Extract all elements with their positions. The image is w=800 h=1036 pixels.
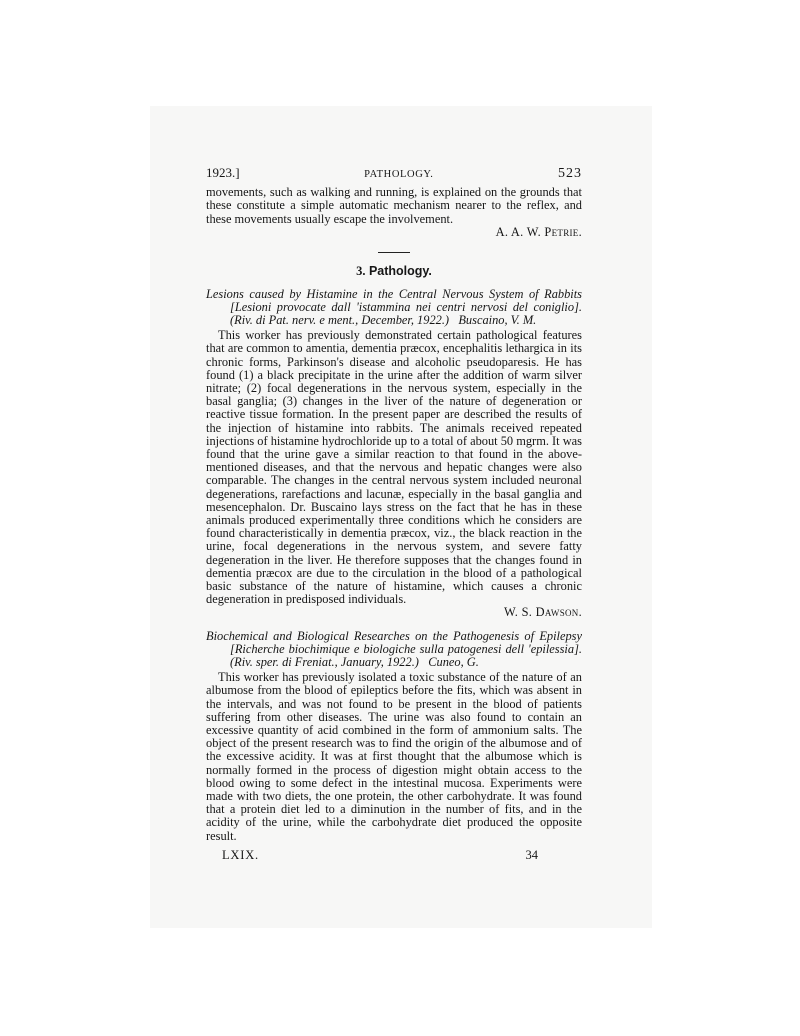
header-title: PATHOLOGY. (364, 169, 434, 180)
signature-dawson: W. S. Dawson. (503, 605, 582, 620)
article2-citation (206, 630, 582, 670)
signature-petrie: A. A. W. Petrie. (495, 224, 582, 239)
header-year: 1923.] (206, 165, 240, 180)
article1-author: Buscaino, V. M. (458, 312, 537, 327)
article2-original-title: [Richerche biochimique e biologiche sulla patogenesi dell 'epilessia]. (230, 641, 582, 656)
volume-signature: LXIX. (222, 847, 259, 862)
article1-source-line (206, 314, 582, 327)
article2-source: (Riv. sper. di Freniat., January, 1922.) (230, 655, 419, 669)
article2-title: Biochemical and Biological Researches on the Pathogenesis of Epilepsy (206, 628, 582, 643)
text-column (206, 166, 582, 862)
article1-body: This worker has previously demonstrated certain pathological features that are common to amentia, dementia præcox, encephalitis lethargica in its chronic forms, Parkinson's disease and alcoholic pseudoparesis. He has found (1) a black precipitate in the urine after the addition of warm silver nitrate; (2) focal degenerations in the nervous system, especially in the basal ganglia; (3) changes in the liver of the nature of degeneration or reactive tissue formation. In the present paper are described the results of the injection of histamine into rabbits. The animals received repeated injections of histamine hydrochloride up to a total of about 50 mgrm. It was found that the urine gave a similar reaction to that found in the above-mentioned diseases, and that the nervous and hepatic changes were also comparable. The changes in the central nervous system included neuronal degenerations, rarefactions and lacunæ, especially in the basal ganglia and mesencephalon. Dr. Buscaino lays stress on the fact that he has in these animals produced experimentally three conditions which he considers are found characteristically in dementia præcox, viz., the black reaction in the urine, focal degenerations in the nervous system, and severe fatty degeneration in the liver. He therefore supposes that the changes found in dementia præcox are due to the circulation in the blood of a pathological basic substance of the nature of histamine, which causes a chronic degeneration in predisposed individuals. (206, 328, 582, 607)
section-heading (206, 265, 582, 278)
article1-title: Lesions caused by Histamine in the Central Nervous System of Rabbits (206, 286, 582, 301)
section-divider (378, 252, 410, 253)
article2-author: Cuneo, G. (428, 655, 479, 669)
page-number: 523 (558, 166, 582, 181)
running-header (206, 166, 582, 181)
page-footer (206, 849, 582, 862)
article2-body: This worker has previously isolated a toxic substance of the nature of an albumose from the blood of epileptics before the fits, which was absent in the intervals, and was not found to be present in the blood of patients suffering from other diseases. The urine was also found to contain an excessive quantity of acid combined in the form of ammonium salts. The object of the present research was to find the origin of the albumose and of the excessive acidity. It was at first thought that the albumose which is normally formed in the process of digestion might obtain access to the blood owing to some defect in the intestinal mucosa. Experiments were made with two diets, the one protein, the other carbohydrate. It was found that a protein diet led to a diminution in the number of fits, and in the acidity of the urine, while the carbohydrate diet produced the opposite result. (206, 670, 582, 843)
article1-source: (Riv. di Pat. nerv. e ment., December, 1922.) (230, 312, 450, 327)
section-number: 3. (356, 264, 366, 279)
article2-source-line (206, 656, 582, 669)
sheet-number: 34 (525, 847, 538, 862)
article1-original-title: [Lesioni provocate dall 'istammina nei centri nervosi del coniglio]. (230, 299, 582, 314)
section-title: Pathology. (368, 264, 432, 279)
continued-paragraph: movements, such as walking and running, is explained on the grounds that these constitute a simple automatic mechanism nearer to the reflex, and these movements usually escape the involvement. (206, 185, 582, 226)
article1-citation (206, 288, 582, 328)
